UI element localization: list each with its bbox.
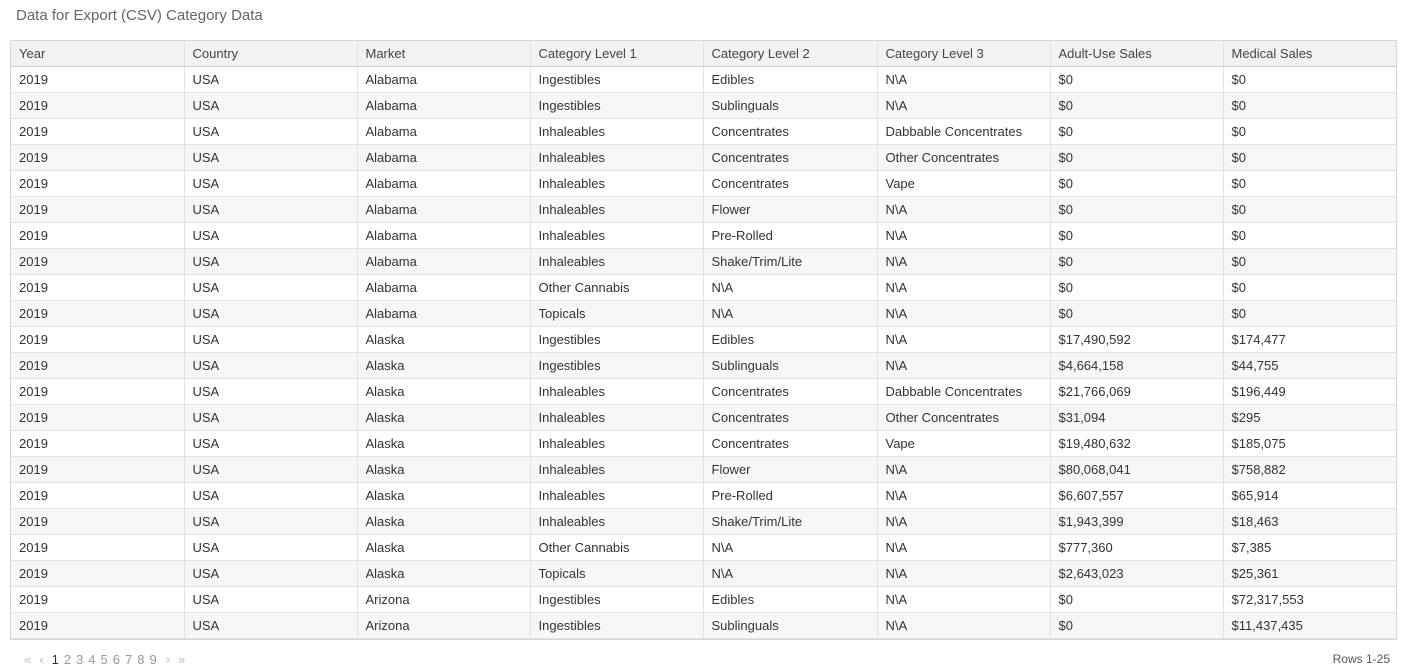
- table-cell: $17,490,592: [1050, 326, 1223, 352]
- table-row: [11, 170, 1397, 196]
- table-cell: $65,914: [1223, 482, 1397, 508]
- table-cell: $0: [1050, 222, 1223, 248]
- table-cell: Alaska: [357, 404, 530, 430]
- table-cell: $0: [1050, 196, 1223, 222]
- table-cell: $0: [1050, 274, 1223, 300]
- table-cell: USA: [184, 300, 357, 326]
- table-row: [11, 326, 1397, 352]
- table-cell: Ingestibles: [530, 612, 703, 638]
- table-cell: $21,766,069: [1050, 378, 1223, 404]
- column-header-country[interactable]: Country: [184, 41, 357, 66]
- table-row: [11, 508, 1397, 534]
- table-cell: 2019: [11, 430, 184, 456]
- table-cell: 2019: [11, 586, 184, 612]
- table-cell: 2019: [11, 66, 184, 92]
- table-cell: Inhaleables: [530, 170, 703, 196]
- table-cell: USA: [184, 508, 357, 534]
- table-cell: Vape: [877, 170, 1050, 196]
- table-cell: Alabama: [357, 170, 530, 196]
- table-cell: $0: [1223, 92, 1397, 118]
- column-header-market[interactable]: Market: [357, 41, 530, 66]
- table-cell: USA: [184, 612, 357, 638]
- table-cell: N\A: [877, 66, 1050, 92]
- table-cell: Concentrates: [703, 404, 877, 430]
- table-cell: Alaska: [357, 482, 530, 508]
- table-cell: USA: [184, 118, 357, 144]
- table-cell: Concentrates: [703, 430, 877, 456]
- table-cell: 2019: [11, 248, 184, 274]
- table-cell: $0: [1223, 66, 1397, 92]
- table-cell: 2019: [11, 196, 184, 222]
- table-cell: N\A: [877, 248, 1050, 274]
- table-cell: Concentrates: [703, 170, 877, 196]
- table-cell: Other Concentrates: [877, 404, 1050, 430]
- table-row: [11, 144, 1397, 170]
- table-row: [11, 586, 1397, 612]
- table-cell: $44,755: [1223, 352, 1397, 378]
- table-cell: USA: [184, 274, 357, 300]
- table-cell: $295: [1223, 404, 1397, 430]
- table-cell: $0: [1223, 144, 1397, 170]
- table-cell: N\A: [877, 560, 1050, 586]
- column-header-adult-use-sales[interactable]: Adult-Use Sales: [1050, 41, 1223, 66]
- table-cell: $0: [1223, 118, 1397, 144]
- table-cell: N\A: [703, 300, 877, 326]
- table-cell: Dabbable Concentrates: [877, 118, 1050, 144]
- table-cell: Inhaleables: [530, 404, 703, 430]
- table-cell: Arizona: [357, 586, 530, 612]
- table-cell: $0: [1223, 248, 1397, 274]
- first-page-icon[interactable]: «: [24, 651, 32, 667]
- table-cell: $0: [1223, 170, 1397, 196]
- column-header-category-level-2[interactable]: Category Level 2: [703, 41, 877, 66]
- table-cell: $0: [1223, 196, 1397, 222]
- table-cell: $1,943,399: [1050, 508, 1223, 534]
- table-cell: N\A: [877, 222, 1050, 248]
- table-cell: USA: [184, 326, 357, 352]
- table-cell: $31,094: [1050, 404, 1223, 430]
- table-cell: 2019: [11, 118, 184, 144]
- page-number-6[interactable]: 6: [112, 651, 120, 667]
- table-cell: $0: [1050, 144, 1223, 170]
- table-cell: $19,480,632: [1050, 430, 1223, 456]
- table-cell: $0: [1050, 300, 1223, 326]
- table-cell: 2019: [11, 612, 184, 638]
- page-number-9[interactable]: 9: [149, 651, 157, 667]
- table-cell: Ingestibles: [530, 586, 703, 612]
- table-cell: N\A: [877, 456, 1050, 482]
- table-cell: Alaska: [357, 508, 530, 534]
- table-row: [11, 118, 1397, 144]
- table-cell: Alabama: [357, 144, 530, 170]
- table-cell: N\A: [877, 352, 1050, 378]
- table-cell: N\A: [877, 196, 1050, 222]
- table-row: [11, 404, 1397, 430]
- page-number-1[interactable]: 1: [51, 651, 59, 667]
- table-cell: Concentrates: [703, 378, 877, 404]
- table-cell: Inhaleables: [530, 222, 703, 248]
- column-header-category-level-3[interactable]: Category Level 3: [877, 41, 1050, 66]
- table-cell: N\A: [877, 586, 1050, 612]
- table-row: [11, 92, 1397, 118]
- table-cell: Shake/Trim/Lite: [703, 508, 877, 534]
- table-cell: $25,361: [1223, 560, 1397, 586]
- table-cell: $0: [1050, 118, 1223, 144]
- table-cell: $4,664,158: [1050, 352, 1223, 378]
- table-row: [11, 612, 1397, 638]
- table-cell: Inhaleables: [530, 196, 703, 222]
- last-page-icon[interactable]: »: [178, 651, 186, 667]
- table-row: [11, 534, 1397, 560]
- table-cell: $0: [1050, 66, 1223, 92]
- table-cell: Sublinguals: [703, 612, 877, 638]
- table-cell: USA: [184, 378, 357, 404]
- table-cell: N\A: [703, 560, 877, 586]
- page-number-3[interactable]: 3: [76, 651, 84, 667]
- table-cell: N\A: [877, 612, 1050, 638]
- table-cell: N\A: [877, 326, 1050, 352]
- table-header-row: [11, 41, 1397, 66]
- table-row: [11, 222, 1397, 248]
- table-row: [11, 560, 1397, 586]
- table-cell: Ingestibles: [530, 326, 703, 352]
- table-cell: Alabama: [357, 118, 530, 144]
- table-cell: Inhaleables: [530, 378, 703, 404]
- table-cell: USA: [184, 66, 357, 92]
- table-row: [11, 248, 1397, 274]
- table-cell: Other Cannabis: [530, 274, 703, 300]
- table-cell: 2019: [11, 508, 184, 534]
- table-cell: Alabama: [357, 300, 530, 326]
- table-row: [11, 482, 1397, 508]
- table-row: [11, 196, 1397, 222]
- table-cell: 2019: [11, 222, 184, 248]
- table-cell: N\A: [703, 534, 877, 560]
- table-cell: Pre-Rolled: [703, 222, 877, 248]
- pagination: [24, 650, 193, 668]
- table-cell: $777,360: [1050, 534, 1223, 560]
- table-cell: Sublinguals: [703, 352, 877, 378]
- table-cell: Flower: [703, 196, 877, 222]
- table-cell: $18,463: [1223, 508, 1397, 534]
- table-body: [11, 66, 1397, 638]
- table-row: [11, 456, 1397, 482]
- table-cell: Concentrates: [703, 144, 877, 170]
- table-cell: Alaska: [357, 352, 530, 378]
- table-cell: $7,385: [1223, 534, 1397, 560]
- table-cell: Sublinguals: [703, 92, 877, 118]
- table-cell: 2019: [11, 560, 184, 586]
- table-cell: Alaska: [357, 534, 530, 560]
- table-cell: Topicals: [530, 300, 703, 326]
- table-cell: Alaska: [357, 560, 530, 586]
- table-cell: $0: [1050, 248, 1223, 274]
- table-cell: USA: [184, 92, 357, 118]
- table-cell: Alaska: [357, 456, 530, 482]
- table-cell: Alaska: [357, 430, 530, 456]
- page-number-8[interactable]: 8: [137, 651, 145, 667]
- table-cell: USA: [184, 144, 357, 170]
- table-cell: 2019: [11, 326, 184, 352]
- table-cell: Alabama: [357, 92, 530, 118]
- page-number-4[interactable]: 4: [88, 651, 96, 667]
- table-cell: $80,068,041: [1050, 456, 1223, 482]
- page-number-2[interactable]: 2: [63, 651, 72, 667]
- table-cell: $0: [1223, 274, 1397, 300]
- table-cell: $11,437,435: [1223, 612, 1397, 638]
- table-cell: $0: [1050, 92, 1223, 118]
- table-cell: USA: [184, 222, 357, 248]
- table-cell: Inhaleables: [530, 482, 703, 508]
- column-header-year[interactable]: Year: [11, 41, 184, 66]
- table-cell: $185,075: [1223, 430, 1397, 456]
- table-cell: Edibles: [703, 586, 877, 612]
- table-cell: Other Cannabis: [530, 534, 703, 560]
- table-cell: 2019: [11, 456, 184, 482]
- table-cell: Concentrates: [703, 118, 877, 144]
- table-cell: $758,882: [1223, 456, 1397, 482]
- table-cell: N\A: [877, 482, 1050, 508]
- table-cell: USA: [184, 456, 357, 482]
- table-cell: Alabama: [357, 222, 530, 248]
- table-cell: $0: [1223, 300, 1397, 326]
- table-cell: Ingestibles: [530, 352, 703, 378]
- table-cell: N\A: [877, 274, 1050, 300]
- table-cell: Dabbable Concentrates: [877, 378, 1050, 404]
- column-header-category-level-1[interactable]: Category Level 1: [530, 41, 703, 66]
- data-table-container[interactable]: [10, 40, 1397, 640]
- table-cell: N\A: [877, 92, 1050, 118]
- table-cell: USA: [184, 196, 357, 222]
- table-cell: Alabama: [357, 248, 530, 274]
- table-cell: Edibles: [703, 326, 877, 352]
- column-header-medical-sales[interactable]: Medical Sales: [1223, 41, 1397, 66]
- page-number-list: [52, 652, 162, 667]
- table-cell: $0: [1050, 612, 1223, 638]
- table-cell: Alabama: [357, 196, 530, 222]
- table-cell: Topicals: [530, 560, 703, 586]
- table-row: [11, 378, 1397, 404]
- data-table: [11, 41, 1397, 639]
- table-cell: Alabama: [357, 66, 530, 92]
- table-row: [11, 274, 1397, 300]
- table-cell: 2019: [11, 352, 184, 378]
- table-cell: 2019: [11, 170, 184, 196]
- table-cell: Edibles: [703, 66, 877, 92]
- table-cell: N\A: [877, 534, 1050, 560]
- table-cell: 2019: [11, 92, 184, 118]
- table-cell: $174,477: [1223, 326, 1397, 352]
- next-page-icon[interactable]: ›: [165, 651, 171, 667]
- table-cell: 2019: [11, 300, 184, 326]
- table-cell: 2019: [11, 534, 184, 560]
- table-cell: 2019: [11, 482, 184, 508]
- table-cell: 2019: [11, 404, 184, 430]
- table-cell: N\A: [877, 508, 1050, 534]
- table-cell: Inhaleables: [530, 144, 703, 170]
- table-cell: Inhaleables: [530, 456, 703, 482]
- table-cell: Flower: [703, 456, 877, 482]
- table-cell: USA: [184, 482, 357, 508]
- table-cell: Inhaleables: [530, 430, 703, 456]
- table-cell: $0: [1050, 586, 1223, 612]
- table-cell: N\A: [877, 300, 1050, 326]
- table-cell: Inhaleables: [530, 248, 703, 274]
- table-cell: Inhaleables: [530, 118, 703, 144]
- table-cell: Alaska: [357, 326, 530, 352]
- table-row: [11, 430, 1397, 456]
- table-cell: $72,317,553: [1223, 586, 1397, 612]
- table-cell: USA: [184, 586, 357, 612]
- table-cell: USA: [184, 560, 357, 586]
- table-cell: $6,607,557: [1050, 482, 1223, 508]
- table-cell: Ingestibles: [530, 92, 703, 118]
- table-cell: USA: [184, 170, 357, 196]
- table-cell: Ingestibles: [530, 66, 703, 92]
- table-cell: $0: [1050, 170, 1223, 196]
- page-title: Data for Export (CSV) Category Data: [16, 7, 263, 24]
- table-cell: USA: [184, 248, 357, 274]
- table-cell: USA: [184, 430, 357, 456]
- table-cell: Alaska: [357, 378, 530, 404]
- table-cell: $0: [1223, 222, 1397, 248]
- table-cell: Inhaleables: [530, 508, 703, 534]
- table-cell: $196,449: [1223, 378, 1397, 404]
- table-cell: Alabama: [357, 274, 530, 300]
- table-cell: USA: [184, 352, 357, 378]
- table-cell: Pre-Rolled: [703, 482, 877, 508]
- table-cell: Arizona: [357, 612, 530, 638]
- prev-page-icon[interactable]: ‹: [39, 651, 44, 667]
- table-cell: $2,643,023: [1050, 560, 1223, 586]
- page-number-7[interactable]: 7: [124, 651, 133, 667]
- table-row: [11, 300, 1397, 326]
- table-cell: N\A: [703, 274, 877, 300]
- table-cell: USA: [184, 404, 357, 430]
- table-cell: 2019: [11, 378, 184, 404]
- table-row: [11, 352, 1397, 378]
- table-cell: 2019: [11, 144, 184, 170]
- rows-info: Rows 1-25: [1332, 652, 1390, 666]
- table-cell: USA: [184, 534, 357, 560]
- table-cell: Vape: [877, 430, 1050, 456]
- table-cell: Other Concentrates: [877, 144, 1050, 170]
- table-cell: Shake/Trim/Lite: [703, 248, 877, 274]
- page-number-5[interactable]: 5: [100, 651, 108, 667]
- table-row: [11, 66, 1397, 92]
- table-cell: 2019: [11, 274, 184, 300]
